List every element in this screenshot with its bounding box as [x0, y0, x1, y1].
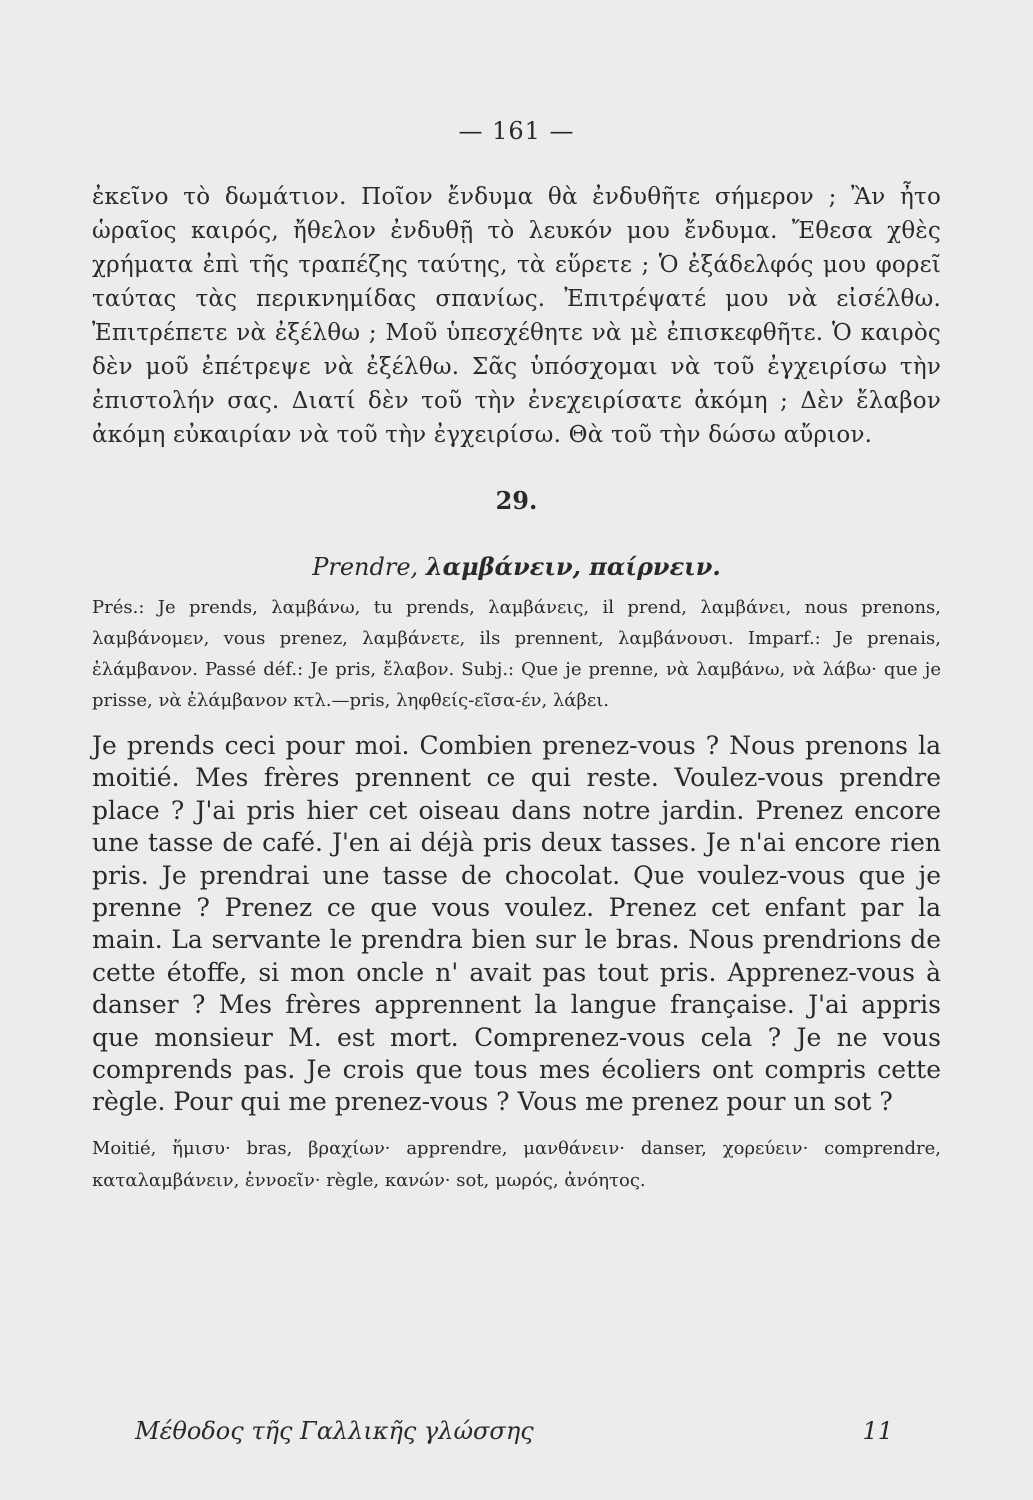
section-title-french: Prendre,	[312, 553, 419, 581]
section-title-greek: λαμβάνειν, παίρνειν.	[425, 552, 721, 581]
footer-signature-number: 11	[862, 1417, 893, 1445]
footer-book-title: Μέθοδος τῆς Γαλλικῆς γλώσσης	[135, 1417, 534, 1445]
page-number: — 161 —	[458, 117, 575, 145]
vocabulary-list: Moitié, ἥμισυ· bras, βραχίων· apprendre, μανθάνειν· danser, χορεύειν· comprendre, καταλαμβάνειν, ἐννοεῖν· règle, κανών· sot, μωρός, ἀνόητος.	[92, 1137, 941, 1191]
greek-exercise-paragraph: ἐκεῖνο τὸ δωμάτιον. Ποῖον ἔνδυμα θὰ ἐνδυθῆτε σήμερον ; Ἂν ἦτο ὡραῖος καιρός, ἤθελον ἐνδυθῇ τὸ λευκόν μου ἔνδυμα. Ἔθεσα χθὲς χρήματα ἐπὶ τῆς τραπέζης ταύτης, τὰ εὕρετε ; Ὁ ἐξάδελφός μου φορεῖ ταύτας τὰς περικνημίδας σπανίως. Ἐπιτρέψατέ μου νὰ εἰσέλθω. Ἐπιτρέπετε νὰ ἐξέλθω ; Μοῦ ὑπεσχέθητε νὰ μὲ ἐπισκεφθῆτε. Ὁ καιρὸς δὲν μοῦ ἐπέτρεψε νὰ ἐξέλθω. Σᾶς ὑπόσχομαι νὰ τοῦ ἐγχειρίσω τὴν ἐπιστολήν σας. Διατί δὲν τοῦ τὴν ἐνεχειρίσατε ἀκόμη ; Δὲν ἔλαβον ἀκόμη εὐκαιρίαν νὰ τοῦ τὴν ἐγχειρίσω. Θὰ τοῦ τὴν δώσω αὔριον.	[92, 184, 941, 448]
grammar-note: Prés.: Je prends, λαμβάνω, tu prends, λαμβάνεις, il prend, λαμβάνει, nous prenons, λαμβάνομεν, vous prenez, λαμβάνετε, ils prennent, λαμβάνουσι. Imparf.: Je prenais, ἐλάμβανον. Passé déf.: Je pris, ἔλαβον. Subj.: Que je prenne, νὰ λαμβάνω, νὰ λάβω· que je prisse, νὰ ἐλάμβανον κτλ.—pris, ληφθείς-εῖσα-έν, λάβει.	[92, 597, 941, 711]
page-footer	[135, 1417, 893, 1445]
section-number: 29.	[495, 486, 538, 515]
section-title	[92, 550, 941, 584]
french-exercise-paragraph: Je prends ceci pour moi. Combien prenez-vous ? Nous prenons la moitié. Mes frères prennent ce qui reste. Voulez-vous prendre place ? J'ai pris hier cet oiseau dans notre jardin. Prenez encore une tasse de café. J'en ai déjà pris deux tasses. Je n'ai encore rien pris. Je prendrai une tasse de chocolat. Que voulez-vous que je prenne ? Prenez ce que vous voulez. Prenez cet enfant par la main. La servante le prendra bien sur le bras. Nous prendrions de cette étoffe, si mon oncle n' avait pas tout pris. Apprenez-vous à danser ? Mes frères apprennent la langue française. J'ai appris que monsieur M. est mort. Comprenez-vous cela ? Je ne vous comprends pas. Je crois que tous mes écoliers ont compris cette règle. Pour qui me prenez-vous ? Vous me prenez pour un sot ?	[92, 731, 941, 1117]
